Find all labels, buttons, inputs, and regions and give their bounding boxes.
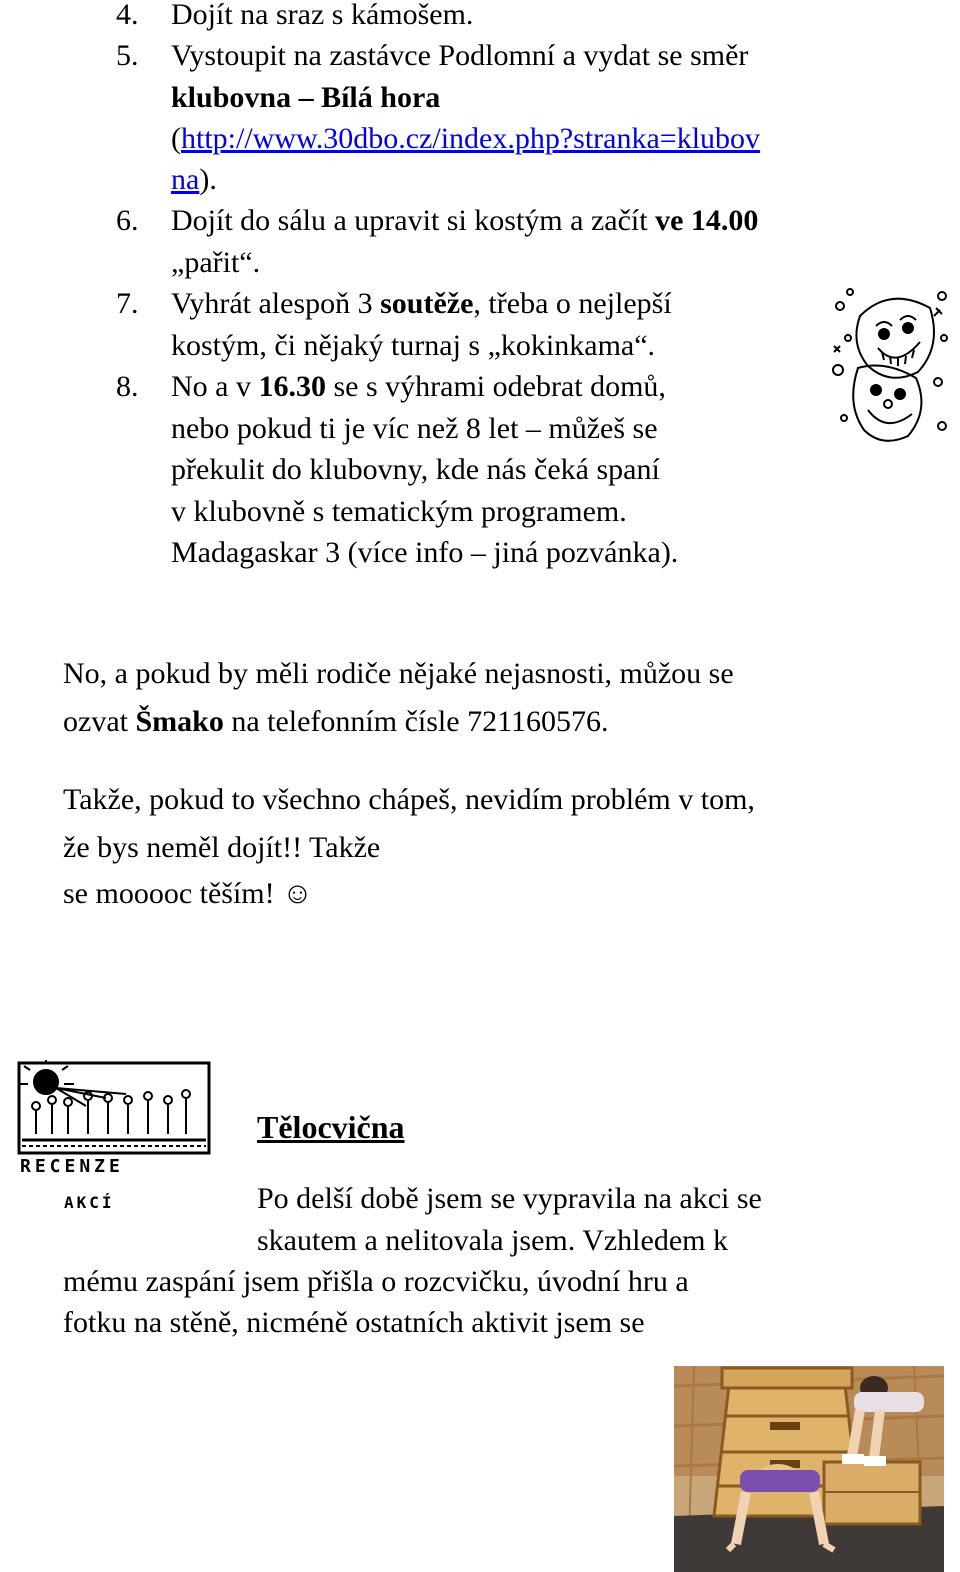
review-logo-word1: RECENZE xyxy=(20,1156,124,1177)
list-item-5-url-line xyxy=(171,118,760,159)
list-item-7-line2: kostým, či nějaký turnaj s „kokinkama“. xyxy=(171,329,656,362)
contact-name: Šmako xyxy=(135,705,224,738)
list-number-4: 4. xyxy=(116,0,139,31)
contact-phone: na telefonním čísle 721160576. xyxy=(223,705,609,738)
item-6-time: ve 14.00 xyxy=(655,204,759,237)
list-item-5-destination: klubovna – Bílá hora xyxy=(171,81,441,114)
list-item-8-line3: překulit do klubovny, kde nás čeká spaní xyxy=(171,453,660,486)
list-item-8-line4: v klubovně s tematickým programem. xyxy=(171,495,627,528)
review-logo-word2: AKCÍ xyxy=(64,1193,115,1212)
contact-line1: No, a pokud by měli rodiče nějaké nejasnosti, můžou se xyxy=(63,657,734,690)
review-logo-icon xyxy=(16,1060,214,1214)
contact-line2 xyxy=(63,698,608,746)
paren-close: ). xyxy=(199,163,217,196)
section-line2: skautem a nelitovala jsem. Vzhledem k xyxy=(257,1224,728,1257)
item-8-text-b: se s výhrami odebrat domů, xyxy=(325,370,666,403)
list-item-8-line2: nebo pokud ti je víc než 8 let – můžeš se xyxy=(171,412,658,445)
klubovna-link[interactable]: http://www.30dbo.cz/index.php?stranka=klubov xyxy=(181,122,761,155)
section-title: Tělocvična xyxy=(257,1109,405,1145)
closing-line3: se mooooc těším! ☺ xyxy=(63,877,313,910)
item-7-text-b: , třeba o nejlepší xyxy=(473,287,672,320)
list-number-7: 7. xyxy=(116,287,139,320)
item-6-text: Dojít do sálu a upravit si kostým a začít xyxy=(171,204,656,237)
list-number-6: 6. xyxy=(116,204,139,237)
item-7-text-a: Vyhrát alespoň 3 xyxy=(171,287,381,320)
klubovna-link-continued[interactable]: na xyxy=(171,163,200,196)
list-number-5: 5. xyxy=(116,39,139,72)
section-line4: fotku na stěně, nicméně ostatních aktivit jsem se xyxy=(63,1306,645,1339)
closing-line2: že bys neměl dojít!! Takže xyxy=(63,831,381,864)
list-item-5-line1: Vystoupit na zastávce Podlomní a vydat se směr xyxy=(171,39,749,72)
list-item-6-line2: „pařit“. xyxy=(171,246,261,279)
closing-line1: Takže, pokud to všechno chápeš, nevidím problém v tom, xyxy=(63,783,755,816)
carnival-masks-icon xyxy=(830,286,952,450)
list-item-5-url-line2 xyxy=(171,159,217,200)
paren-open: ( xyxy=(171,122,181,155)
list-item-4-line: Dojít na sraz s kámošem. xyxy=(171,0,474,31)
contact-pre: ozvat xyxy=(63,705,136,738)
list-number-8: 8. xyxy=(116,370,139,403)
section-line1: Po delší době jsem se vypravila na akci se xyxy=(257,1182,762,1215)
list-item-7-line1 xyxy=(171,283,672,324)
list-item-8-line5: Madagaskar 3 (více info – jiná pozvánka). xyxy=(171,536,679,569)
item-8-time: 16.30 xyxy=(258,370,326,403)
item-7-bold: soutěže xyxy=(380,287,474,320)
gym-photo xyxy=(674,1366,944,1572)
section-line3: mému zaspání jsem přišla o rozcvičku, úvodní hru a xyxy=(63,1265,689,1298)
list-item-6-line1 xyxy=(171,200,758,241)
list-item-8-line1 xyxy=(171,366,666,407)
item-8-text-a: No a v xyxy=(171,370,259,403)
